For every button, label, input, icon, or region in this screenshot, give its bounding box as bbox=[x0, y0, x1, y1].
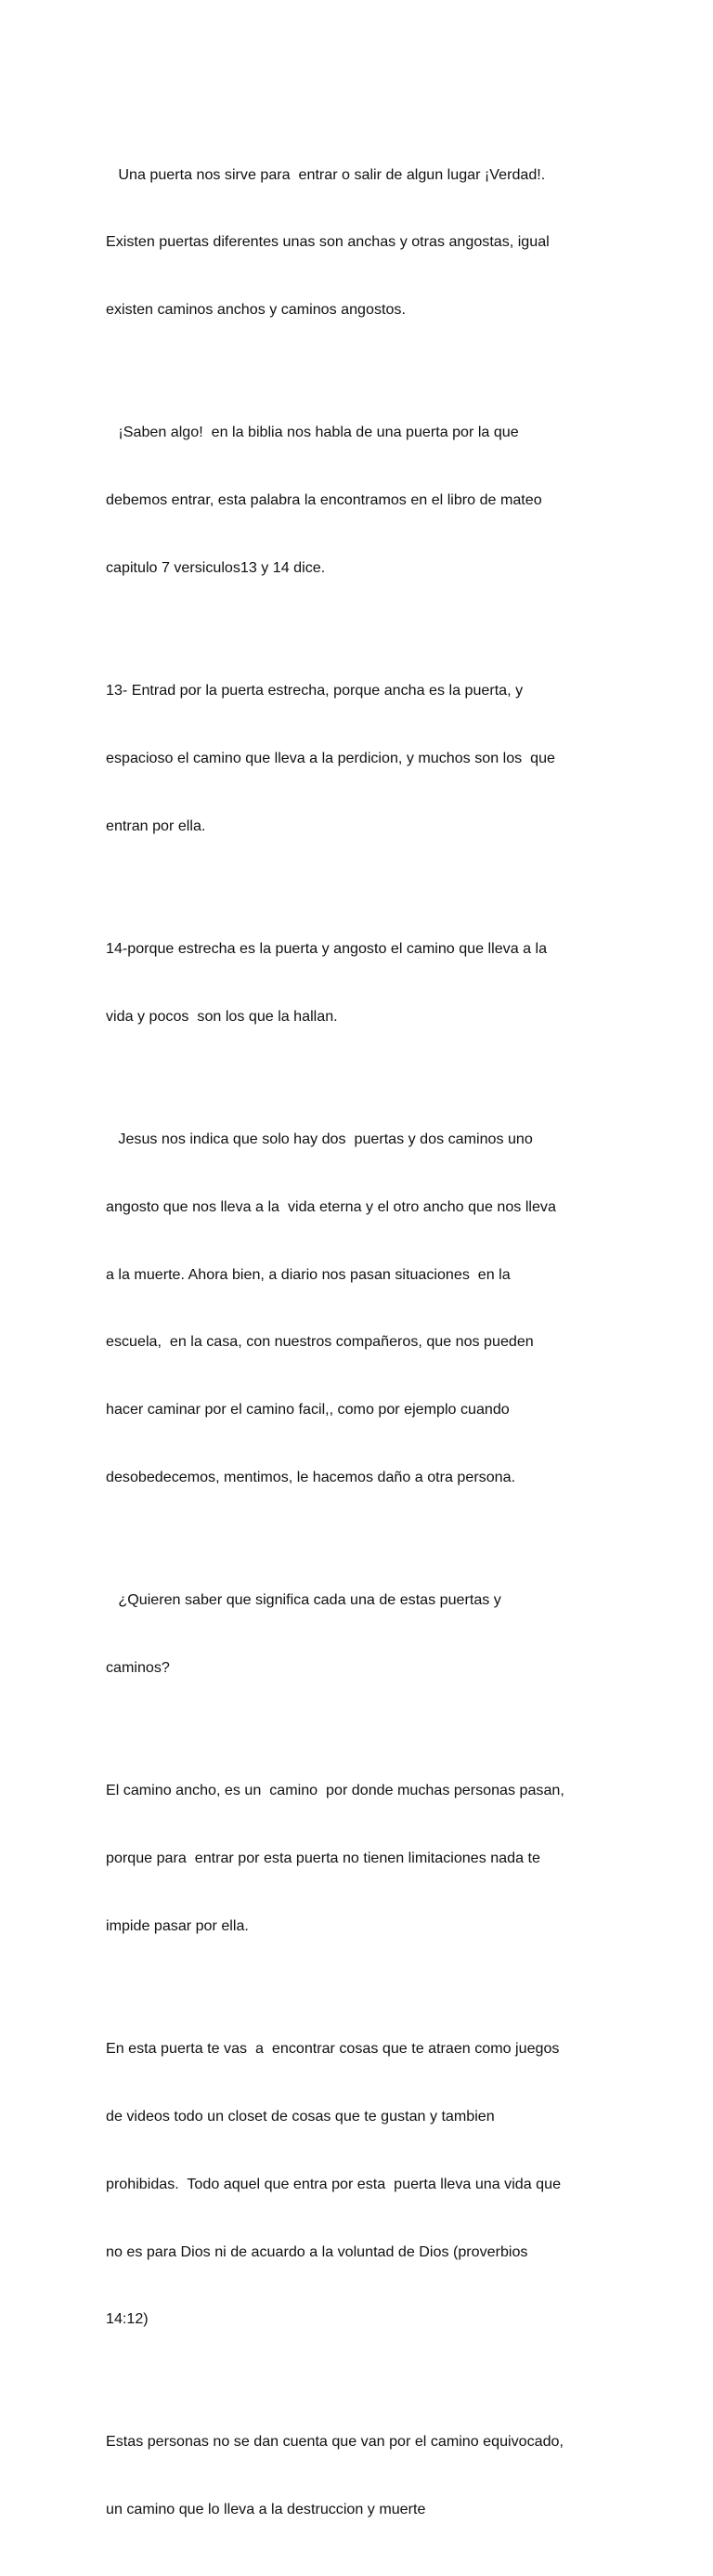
text-line: de videos todo un closet de cosas que te gustan y tambien bbox=[106, 2107, 495, 2125]
text-line: un camino que lo lleva a la destruccion y muerte bbox=[106, 2501, 426, 2518]
document-body bbox=[106, 118, 626, 2576]
text-line: 14:12) bbox=[106, 2310, 149, 2328]
text-line: no es para Dios ni de acuardo a la voluntad de Dios (proverbios bbox=[106, 2243, 528, 2260]
text-line: desobedecemos, mentimos, le hacemos daño a otra persona. bbox=[106, 1469, 516, 1486]
text-line: Existen puertas diferentes unas son anchas y otras angostas, igual bbox=[106, 233, 550, 251]
text-line: a la muerte. Ahora bien, a diario nos pasan situaciones en la bbox=[106, 1265, 511, 1283]
text-line: En esta puerta te vas a encontrar cosas que te atraen como juegos bbox=[106, 2039, 560, 2057]
paragraph bbox=[106, 1544, 626, 1724]
text-line: 14-porque estrecha es la puerta y angosto el camino que lleva a la bbox=[106, 939, 548, 957]
text-line: angosto que nos lleva a la vida eterna y el otro ancho que nos lleva bbox=[106, 1197, 556, 1215]
text-line: Una puerta nos sirve para entrar o salir de algun lugar ¡Verdad!. bbox=[106, 165, 546, 183]
paragraph bbox=[106, 1733, 626, 1981]
paragraph bbox=[106, 2386, 626, 2566]
text-line: entran por ella. bbox=[106, 817, 206, 834]
text-line: existen caminos anchos y caminos angostos. bbox=[106, 301, 406, 319]
text-line: porque para entrar por esta puerta no tienen limitaciones nada te bbox=[106, 1849, 540, 1866]
text-line: ¡Saben algo! en la biblia nos habla de una puerta por la que bbox=[106, 424, 519, 441]
text-line: 13- Entrad por la puerta estrecha, porque ancha es la puerta, y bbox=[106, 682, 524, 700]
text-line: Estas personas no se dan cuenta que van por el camino equivocado, bbox=[106, 2433, 564, 2451]
paragraph bbox=[106, 1992, 626, 2375]
paragraph bbox=[106, 1082, 626, 1534]
text-line: impide pasar por ella. bbox=[106, 1916, 249, 1934]
text-line: caminos? bbox=[106, 1659, 170, 1677]
paragraph bbox=[106, 376, 626, 624]
paragraph bbox=[106, 892, 626, 1072]
text-line: espacioso el camino que lleva a la perdicion, y muchos son los que bbox=[106, 750, 555, 767]
text-line: ¿Quieren saber que significa cada una de estas puertas y bbox=[106, 1591, 501, 1609]
text-line: capitulo 7 versiculos13 y 14 dice. bbox=[106, 559, 326, 577]
text-line: escuela, en la casa, con nuestros compañeros, que nos pueden bbox=[106, 1333, 534, 1351]
text-line: Jesus nos indica que solo hay dos puertas y dos caminos uno bbox=[106, 1130, 533, 1147]
text-line: debemos entrar, esta palabra la encontramos en el libro de mateo bbox=[106, 491, 542, 509]
text-line: El camino ancho, es un camino por donde muchas personas pasan, bbox=[106, 1782, 564, 1799]
text-line: prohibidas. Todo aquel que entra por esta puerta lleva una vida que bbox=[106, 2175, 562, 2192]
text-line: vida y pocos son los que la hallan. bbox=[106, 1007, 338, 1025]
paragraph bbox=[106, 118, 626, 366]
paragraph bbox=[106, 634, 626, 883]
text-line: hacer caminar por el camino facil,, como por ejemplo cuando bbox=[106, 1401, 510, 1419]
